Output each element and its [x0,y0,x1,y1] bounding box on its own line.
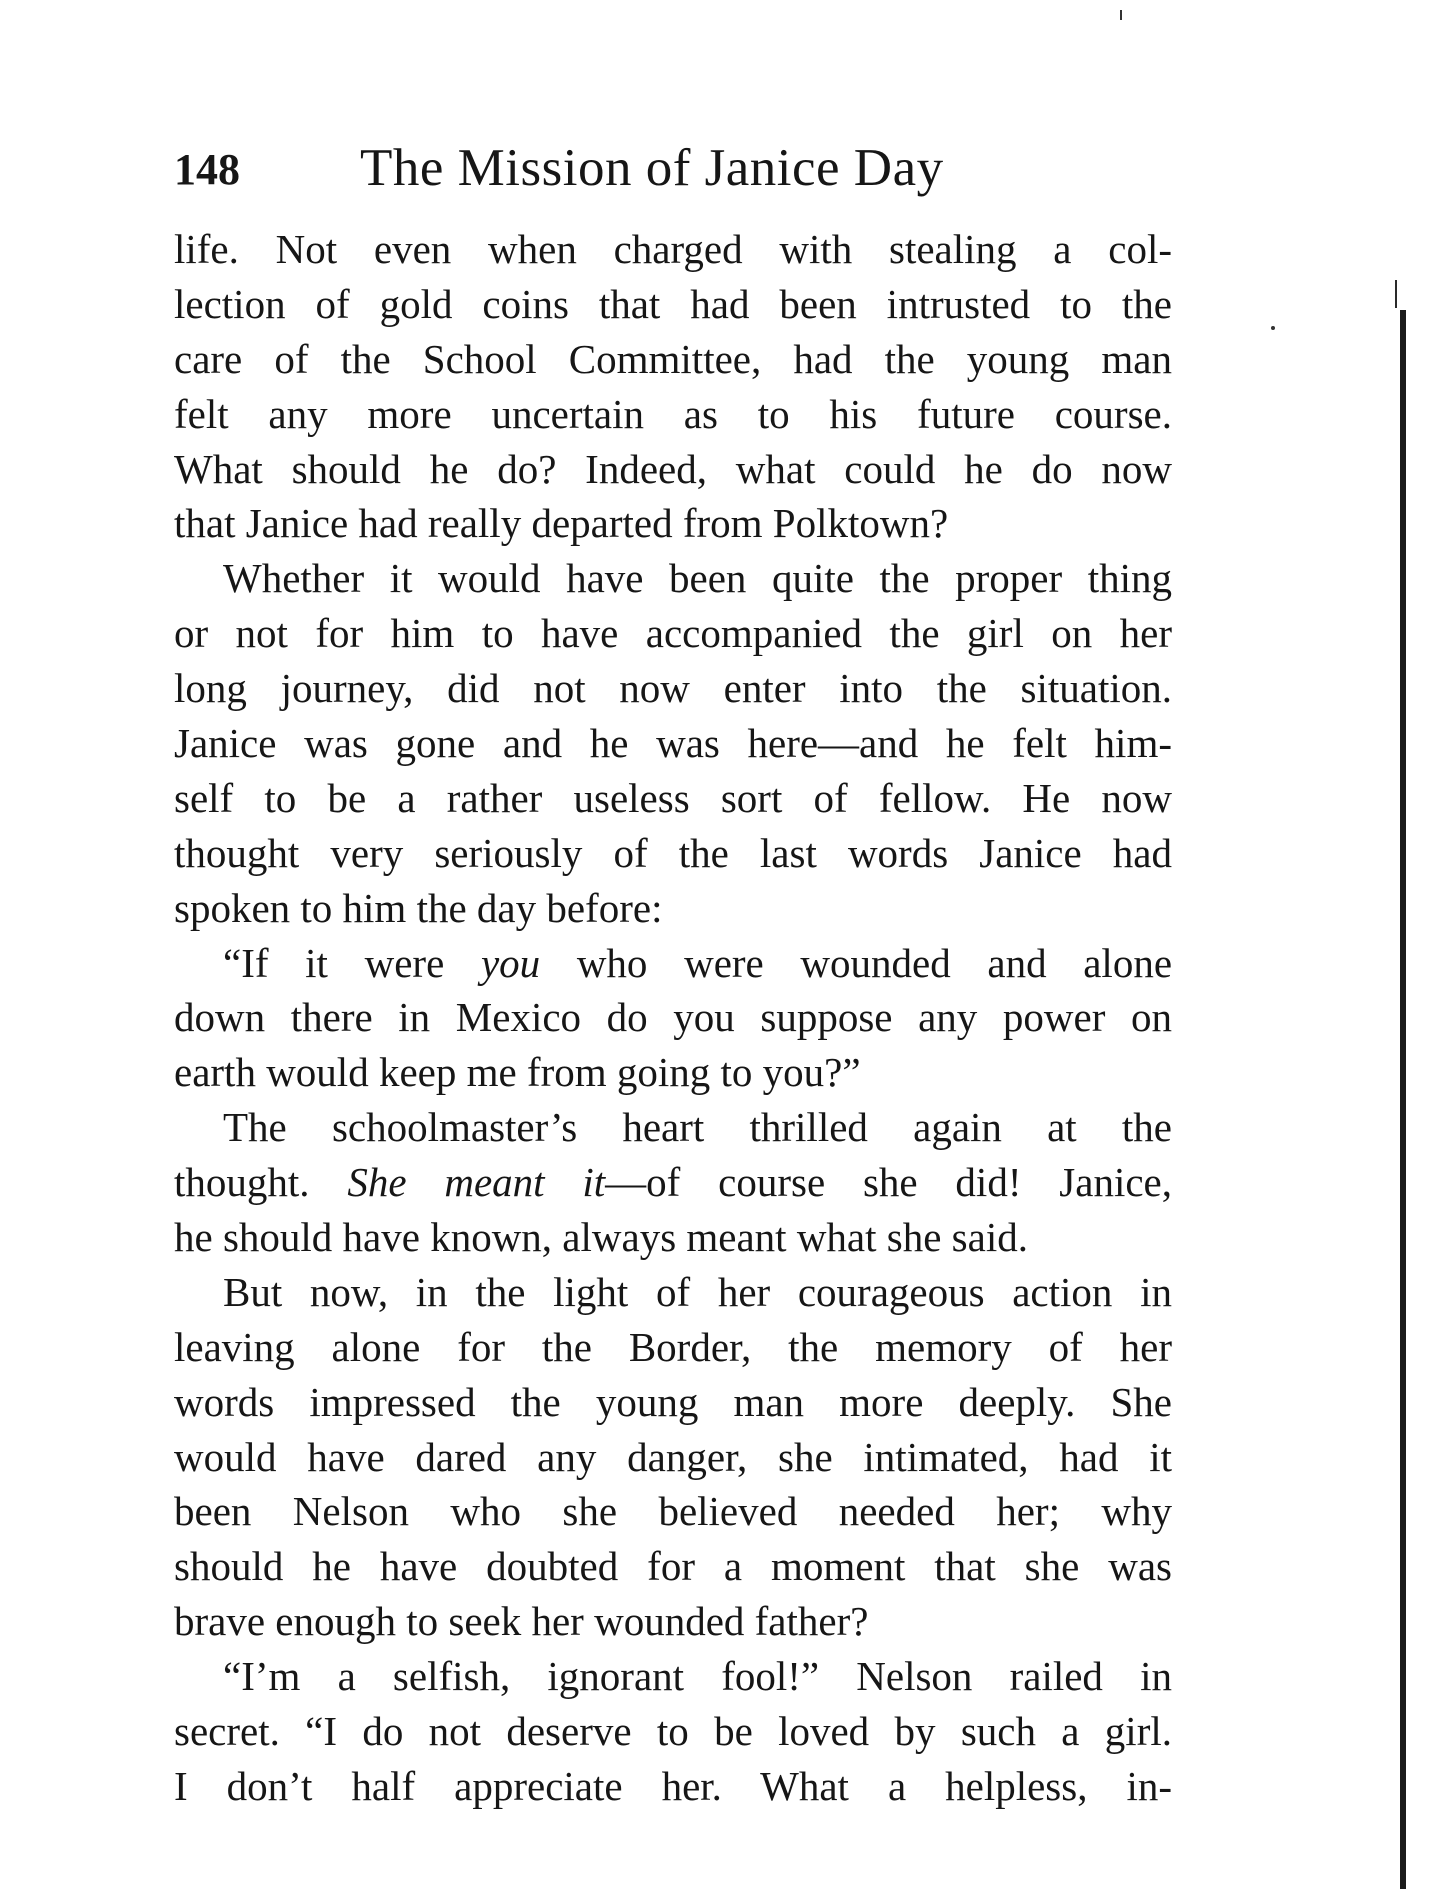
text-line: earth would keep me from going to you?” [174,1049,861,1096]
quote-prefix: “If it were [223,939,481,986]
text-line: leaving alone for the Border, the memory of her [174,1323,1172,1370]
text-line: been Nelson who she believed needed her; why [174,1488,1172,1535]
text-line: life. Not even when charged with stealing a col- [174,226,1172,272]
running-title: The Mission of Janice Day [360,139,944,197]
text-line: or not for him to have accompanied the girl on her [174,610,1172,657]
text-line: The schoolmaster’s heart thrilled again at the [223,1104,1172,1151]
text-line: What should he do? Indeed, what could he do now [174,445,1172,492]
page-number: 148 [174,145,240,194]
text-line: “I’m a selfish, ignorant fool!” Nelson railed in [223,1653,1172,1700]
scan-edge-mark [1395,280,1397,308]
text-line: should he have doubted for a moment that she was [174,1543,1172,1590]
text-line: that Janice had really departed from Polktown? [174,500,949,547]
italic-you: you [480,939,541,986]
text-line: Whether it would have been quite the proper thing [223,555,1172,602]
text-line: words impressed the young man more deeply. She [174,1378,1172,1425]
text-line: would have dared any danger, she intimated, had it [174,1433,1172,1480]
quote-rest: who were wounded and alone [576,939,1173,986]
scan-edge-shadow [1400,310,1406,1889]
text-line: care of the School Committee, had the young man [174,335,1172,382]
text-line: self to be a rather useless sort of fellow. He now [174,774,1172,821]
line-prefix: thought. [174,1159,348,1206]
line-rest: —of course she did! Janice, [605,1159,1172,1206]
text-line: he should have known, always meant what she said. [174,1214,1028,1261]
text-line-quote [174,936,1172,991]
text-line-italic [174,1155,1172,1210]
page-header [174,138,1174,208]
text-line: secret. “I do not deserve to be loved by such a girl. [174,1708,1172,1755]
text-line: thought very seriously of the last words Janice had [174,829,1172,876]
text-line: down there in Mexico do you suppose any power on [174,994,1172,1041]
text-line: brave enough to seek her wounded father? [174,1598,869,1645]
text-line: I don’t half appreciate her. What a helpless, in- [174,1762,1172,1809]
text-line: But now, in the light of her courageous action in [223,1268,1172,1315]
text-line: spoken to him the day before: [174,884,663,931]
text-line: lection of gold coins that had been intrusted to the [174,280,1172,327]
italic-she-meant-it: She meant it [347,1159,606,1206]
text-line: Janice was gone and he was here—and he felt him- [174,720,1172,767]
text-line: felt any more uncertain as to his future course. [174,390,1172,437]
body-text [174,222,1172,1814]
scan-speck [1271,326,1275,330]
scan-speck [1120,10,1122,20]
text-line: long journey, did not now enter into the situation. [174,665,1172,712]
